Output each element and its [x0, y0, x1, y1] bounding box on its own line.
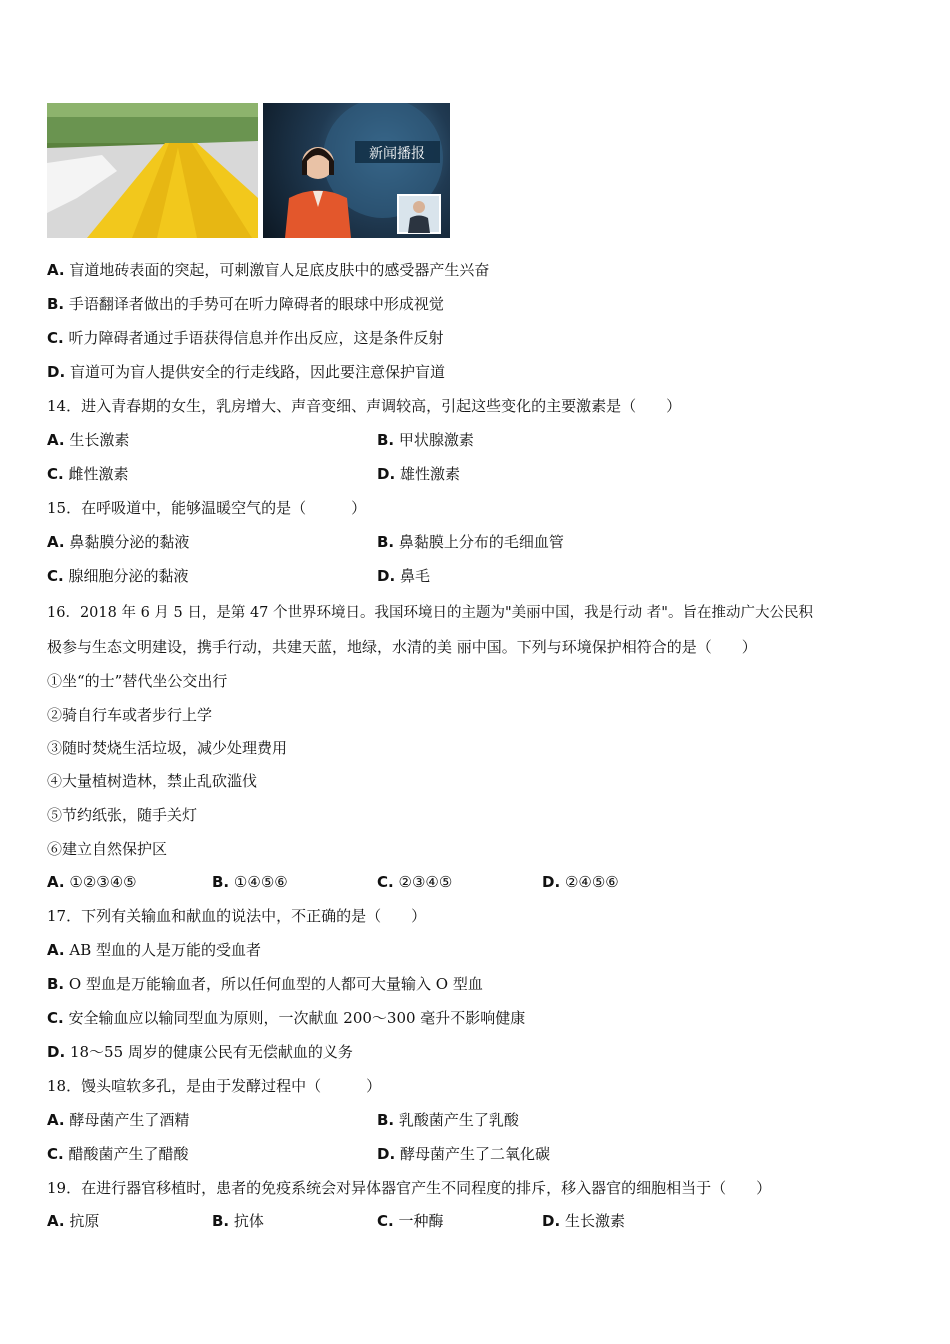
option-text: ①④⑤⑥ — [233, 873, 288, 891]
option-text: 18～55 周岁的健康公民有无偿献血的义务 — [69, 1043, 353, 1061]
option-letter: A. — [47, 533, 65, 551]
q18-option-d — [377, 1143, 550, 1165]
option-text: 盲道可为盲人提供安全的行走线路，因此要注意保护盲道 — [69, 363, 445, 381]
option-letter: D. — [542, 1212, 561, 1230]
option-text: O 型血是万能输血者，所以任何血型的人都可大量输入 O 型血 — [68, 975, 483, 993]
q19-option-b — [212, 1210, 264, 1232]
option-letter: D. — [47, 1043, 66, 1061]
option-text: 生长激素 — [564, 1212, 625, 1230]
q19-stem: 19．在进行器官移植时，患者的免疫系统会对异体器官产生不同程度的排斥，移入器官的细胞相当于（ ） — [47, 1179, 772, 1197]
q16-option-b — [212, 871, 288, 893]
option-letter: B. — [212, 1212, 230, 1230]
option-text: ②③④⑤ — [398, 873, 453, 891]
q14-option-c — [47, 463, 129, 485]
option-letter: B. — [47, 975, 65, 993]
option-text: 乳酸菌产生了乳酸 — [398, 1111, 519, 1129]
option-text: 一种酶 — [398, 1212, 444, 1230]
q14-option-b — [377, 429, 474, 451]
q16-item-3: ③随时焚烧生活垃圾，减少处理费用 — [47, 739, 288, 757]
option-letter: A. — [47, 431, 65, 449]
q16-option-a — [47, 871, 137, 893]
option-text: 手语翻译者做出的手势可在听力障碍者的眼球中形成视觉 — [68, 295, 444, 313]
option-text: 安全输血应以输同型血为原则，一次献血 200～300 毫升不影响健康 — [68, 1009, 526, 1027]
option-text: 雄性激素 — [399, 465, 460, 483]
tactile-paving-illustration — [47, 103, 258, 238]
q15-option-c — [47, 565, 189, 587]
q16-item-1: ①坐“的士”替代坐公交出行 — [47, 672, 228, 690]
option-text: 酵母菌产生了酒精 — [69, 1111, 190, 1129]
option-letter: A. — [47, 1111, 65, 1129]
q16-option-c — [377, 871, 452, 893]
q14-option-d — [377, 463, 460, 485]
option-text: 听力障碍者通过手语获得信息并作出反应，这是条件反射 — [68, 329, 444, 347]
option-letter: D. — [377, 1145, 396, 1163]
option-text: 盲道地砖表面的突起，可刺激盲人足底皮肤中的感受器产生兴奋 — [69, 261, 490, 279]
q14-stem: 14．进入青春期的女生，乳房增大、声音变细、声调较高，引起这些变化的主要激素是（ ） — [47, 397, 682, 415]
q13-option-d — [47, 361, 445, 383]
option-text: 甲状腺激素 — [398, 431, 474, 449]
option-text: 鼻黏膜上分布的毛细血管 — [398, 533, 564, 551]
q18-option-a — [47, 1109, 189, 1131]
q18-option-c — [47, 1143, 189, 1165]
q16-item-6: ⑥建立自然保护区 — [47, 840, 168, 858]
option-letter: D. — [542, 873, 561, 891]
q15-option-b — [377, 531, 564, 553]
q16-item-2: ②骑自行车或者步行上学 — [47, 706, 213, 724]
option-text: ①②③④⑤ — [69, 873, 137, 891]
q19-option-a — [47, 1210, 99, 1232]
option-text: 鼻毛 — [399, 567, 430, 585]
news-broadcast-illustration — [263, 103, 450, 238]
option-text: 醋酸菌产生了醋酸 — [68, 1145, 189, 1163]
option-letter: C. — [47, 567, 64, 585]
option-letter: B. — [212, 873, 230, 891]
option-letter: D. — [377, 567, 396, 585]
q17-option-c — [47, 1007, 525, 1029]
q15-stem: 15．在呼吸道中，能够温暖空气的是（ ） — [47, 499, 367, 517]
option-letter: A. — [47, 873, 65, 891]
tactile-paving-photo — [47, 103, 258, 238]
option-text: 酵母菌产生了二氧化碳 — [399, 1145, 550, 1163]
option-letter: A. — [47, 941, 65, 959]
option-letter: D. — [47, 363, 66, 381]
option-letter: C. — [47, 465, 64, 483]
q18-option-b — [377, 1109, 519, 1131]
option-letter: B. — [47, 295, 65, 313]
q17-option-a — [47, 939, 261, 961]
option-letter: C. — [47, 1145, 64, 1163]
option-text: 生长激素 — [69, 431, 130, 449]
news-caption: 新闻播报 — [369, 146, 425, 162]
q16-item-5: ⑤节约纸张，随手关灯 — [47, 806, 198, 824]
q19-option-d — [542, 1210, 625, 1232]
news-broadcast-photo — [263, 103, 450, 238]
option-letter: A. — [47, 1212, 65, 1230]
q13-option-c — [47, 327, 444, 349]
q17-stem: 17．下列有关输血和献血的说法中，不正确的是（ ） — [47, 907, 427, 925]
q13-option-a — [47, 259, 489, 281]
q16-stem-line2: 极参与生态文明建设，携手行动，共建天蓝，地绿，水清的美 丽中国。下列与环境保护相符合的是（ ） — [47, 638, 757, 656]
option-text: AB 型血的人是万能的受血者 — [69, 941, 261, 959]
option-letter: B. — [377, 1111, 395, 1129]
q16-item-4: ④大量植树造林，禁止乱砍滥伐 — [47, 772, 258, 790]
option-text: 雌性激素 — [68, 465, 129, 483]
q13-option-b — [47, 293, 444, 315]
option-text: ②④⑤⑥ — [564, 873, 619, 891]
q15-option-a — [47, 531, 189, 553]
option-text: 鼻黏膜分泌的黏液 — [69, 533, 190, 551]
option-text: 抗原 — [69, 1212, 100, 1230]
q14-option-a — [47, 429, 129, 451]
option-letter: C. — [47, 1009, 64, 1027]
q16-option-d — [542, 871, 619, 893]
q17-option-b — [47, 973, 483, 995]
option-text: 抗体 — [233, 1212, 264, 1230]
q18-stem: 18．馒头喧软多孔，是由于发酵过程中（ ） — [47, 1077, 382, 1095]
option-letter: B. — [377, 533, 395, 551]
q17-option-d — [47, 1041, 353, 1063]
option-letter: C. — [377, 873, 394, 891]
q16-stem-line1: 16．2018 年 6 月 5 日，是第 47 个世界环境日。我国环境日的主题为"美丽中国，我是行动 者"。旨在推动广大公民积 — [47, 605, 813, 621]
option-text: 腺细胞分泌的黏液 — [68, 567, 189, 585]
option-letter: C. — [47, 329, 64, 347]
q15-option-d — [377, 565, 430, 587]
option-letter: D. — [377, 465, 396, 483]
option-letter: B. — [377, 431, 395, 449]
option-letter: C. — [377, 1212, 394, 1230]
q19-option-c — [377, 1210, 444, 1232]
option-letter: A. — [47, 261, 65, 279]
